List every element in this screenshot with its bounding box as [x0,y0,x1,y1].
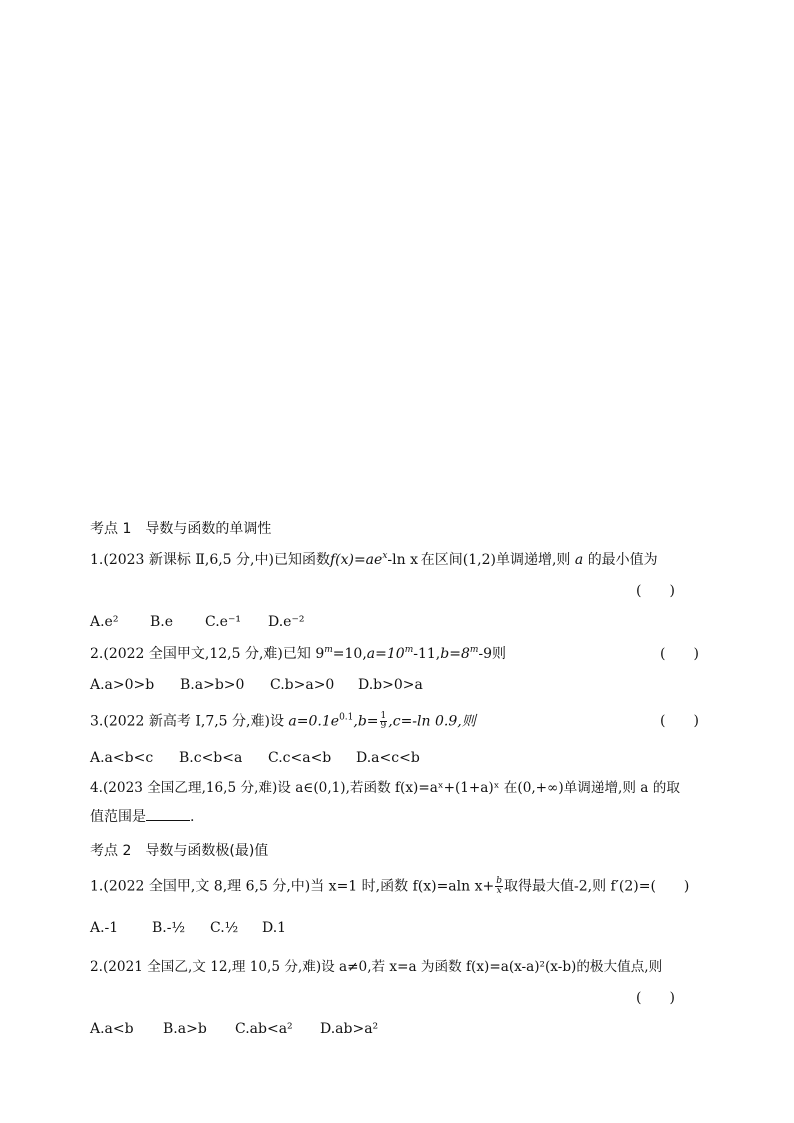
question-2-2-line1: 2.(2021 全国乙,文 12,理 10,5 分,难)设 a≠0,若 x=a 为函数 f(x)=a(x-a)²(x-b)的极大值点,则 [90,959,663,975]
answer-bracket-2-2: ( ) [636,990,675,1006]
option-d[interactable]: D.b>0>a [358,677,423,693]
option-d[interactable]: D.a<c<b [356,750,420,766]
answer-bracket-1-1: ( ) [636,583,675,599]
option-b[interactable]: B.a>b [163,1021,207,1037]
option-a[interactable]: A.a<b<c [90,750,154,766]
option-a[interactable]: A.a>0>b [90,677,155,693]
question-1-4-line2: 值范围是 . [90,809,195,825]
option-c[interactable]: C.ab<a² [235,1021,293,1037]
option-b[interactable]: B.c<b<a [179,750,243,766]
question-1-3: 3.(2022 新高考 Ⅰ,7,5 分,难)设 $a=0.1e^{0.1},b=$ $\frac{1}{9}$ ,c=-ln 0.9,则 [90,711,476,731]
question-1-2: 2.(2022 全国甲文,12,5 分,难)已知 $9^m=10,a=10^m-11,b=8^m-9$则 [90,645,507,662]
answer-bracket-1-3: ( ) [660,713,699,729]
option-c[interactable]: C.e⁻¹ [205,614,241,630]
option-c[interactable]: C.½ [210,920,239,936]
question-1-1: 1.(2023 新课标 Ⅱ,6,5 分,中)已知函数$f(x)=ae^x-\ln$ x 在区间(1,2)单调递增,则 a 的最小值为 [90,551,658,568]
fraction-b-over-x: $\frac{b}{x}$ [496,876,502,896]
question-2-1: 1.(2022 全国甲,文 8,理 6,5 分,中)当 x=1 时,函数 f(x)=aln x+ $\frac{b}{x}$ 取得最大值-2,则 f′(2)=( ) [90,876,690,896]
option-a[interactable]: A.a<b [90,1021,134,1037]
option-b[interactable]: B.e [150,614,174,630]
option-c[interactable]: C.c<a<b [268,750,332,766]
option-a[interactable]: A.e² [90,614,119,630]
option-d[interactable]: D.ab>a² [320,1021,379,1037]
question-1-4-line1: 4.(2023 全国乙理,16,5 分,难)设 a∈(0,1),若函数 f(x)=aˣ+(1+a)ˣ 在(0,+∞)单调递增,则 a 的取 [90,780,680,796]
option-a[interactable]: A.-1 [90,920,119,936]
option-d[interactable]: D.e⁻² [268,614,305,630]
answer-bracket-1-2: ( ) [660,646,699,662]
fraction-one-ninth: $\frac{1}{9}$ [380,711,387,731]
option-d[interactable]: D.1 [262,920,287,936]
section-1-title: 考点 1 导数与函数的单调性 [90,521,272,537]
option-b[interactable]: B.-½ [152,920,186,936]
option-c[interactable]: C.b>a>0 [270,677,335,693]
section-2-title: 考点 2 导数与函数极(最)值 [90,843,269,859]
option-b[interactable]: B.a>b>0 [180,677,245,693]
answer-blank[interactable] [146,808,190,821]
